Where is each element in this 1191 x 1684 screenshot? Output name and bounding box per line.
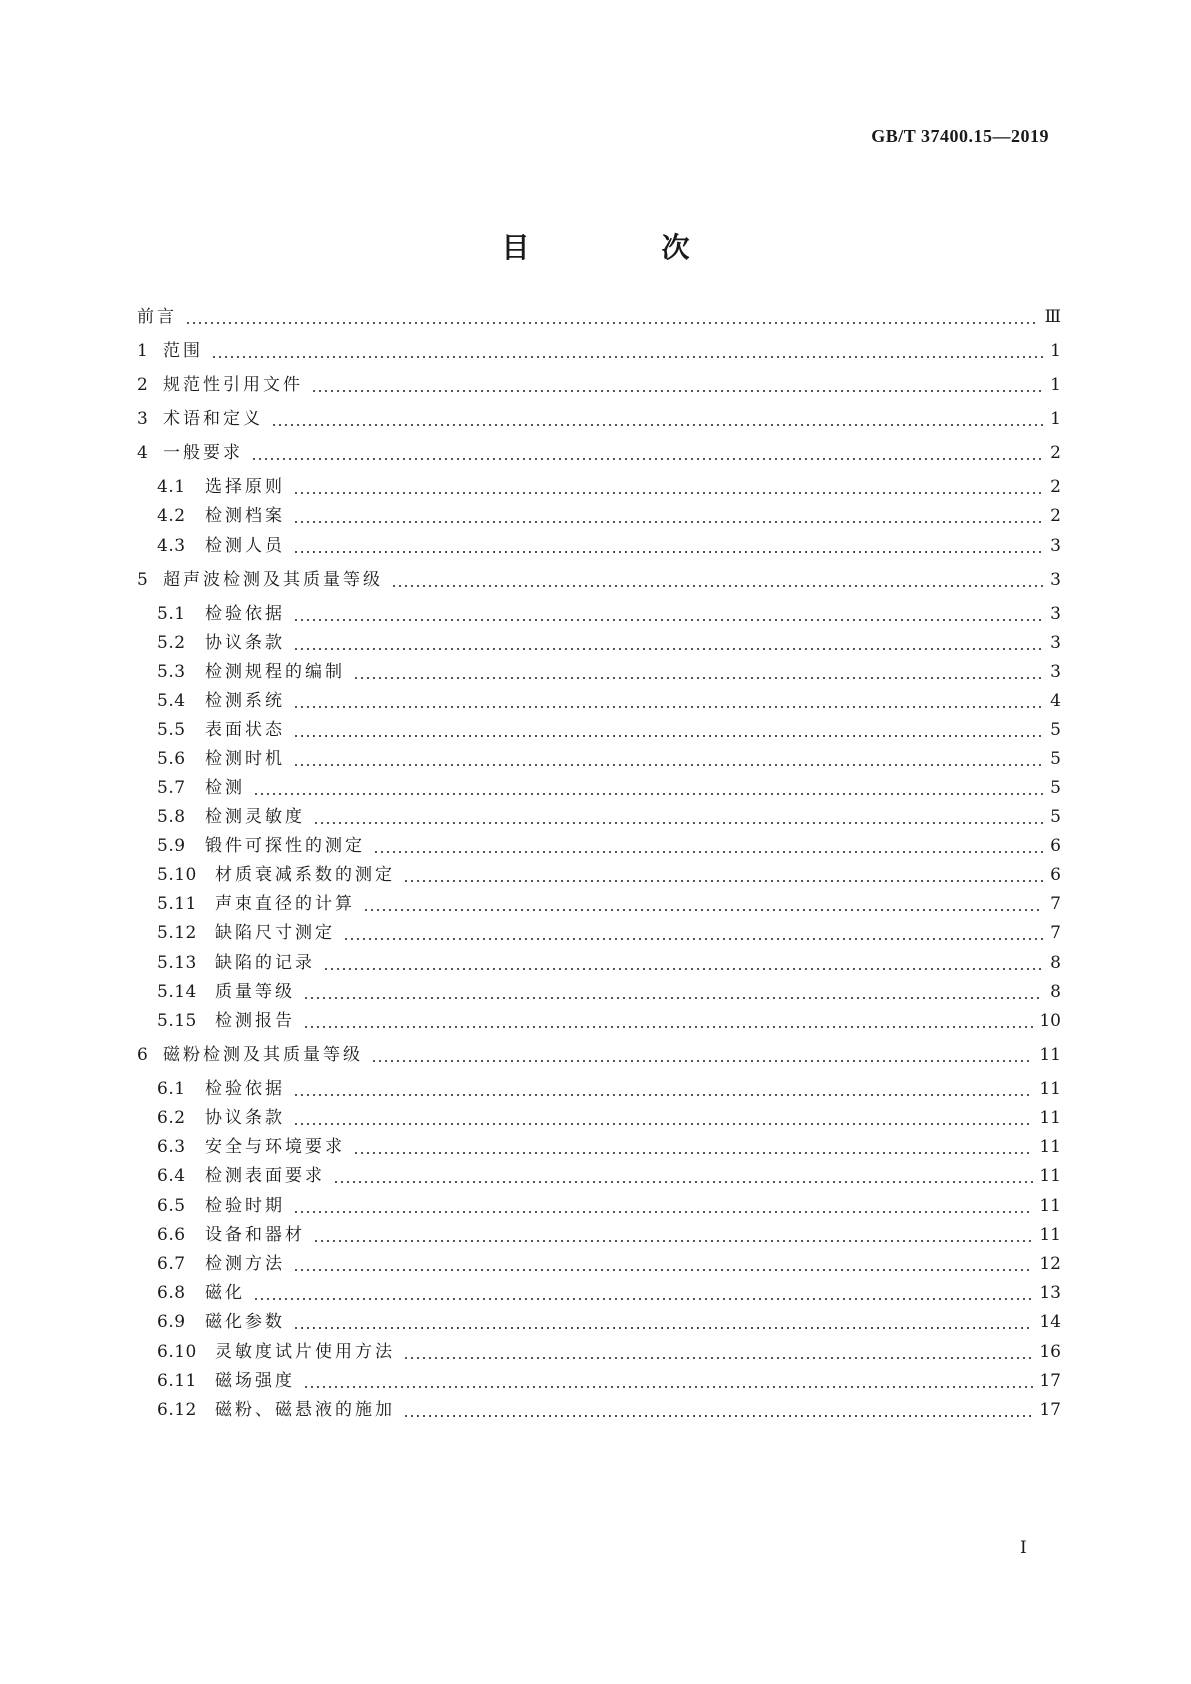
toc-entry-number: 6.10 (157, 1342, 197, 1362)
dot-leader (253, 793, 1043, 795)
dot-leader (353, 677, 1043, 679)
toc-entry-label: 磁粉、磁悬液的施加 (215, 1400, 395, 1420)
dot-leader (293, 1094, 1033, 1096)
dot-leader (293, 551, 1043, 553)
toc-entry-number: 5.2 (157, 633, 186, 653)
toc-entry[interactable] (157, 688, 1061, 712)
dot-leader (293, 1327, 1033, 1329)
toc-entry[interactable] (157, 1076, 1061, 1100)
toc-entry[interactable] (157, 775, 1061, 799)
toc-entry[interactable] (137, 338, 1061, 362)
toc-entry[interactable] (137, 1042, 1061, 1066)
toc-entry[interactable] (157, 920, 1061, 944)
toc-entry-label: 质量等级 (215, 982, 295, 1002)
toc-entry[interactable] (157, 1105, 1061, 1129)
toc-entry-label: 一般要求 (163, 443, 243, 463)
toc-entry[interactable] (157, 833, 1061, 857)
toc-entry-page: 1 (1050, 409, 1061, 429)
toc-entry-number: 3 (137, 409, 149, 429)
toc-entry-label: 规范性引用文件 (163, 375, 303, 395)
toc-entry-page: 1 (1050, 341, 1061, 361)
toc-entry[interactable] (157, 533, 1061, 557)
toc-entry[interactable] (137, 406, 1061, 430)
toc-entry-page: 7 (1050, 894, 1061, 914)
toc-entry-number: 5.13 (157, 953, 197, 973)
dot-leader (293, 1211, 1033, 1213)
toc-entry-number: 5.4 (157, 691, 186, 711)
toc-entry-page: 5 (1050, 807, 1061, 827)
toc-entry-label: 术语和定义 (163, 409, 263, 429)
dot-leader (403, 1415, 1033, 1417)
toc-entry[interactable] (157, 1163, 1061, 1187)
toc-entry-page: 11 (1039, 1166, 1061, 1186)
toc-entry-page: 2 (1050, 477, 1061, 497)
toc-entry-number: 5.7 (157, 778, 186, 798)
toc-entry[interactable] (137, 567, 1061, 591)
toc-entry-label: 缺陷的记录 (215, 953, 315, 973)
toc-entry-page: 6 (1050, 865, 1061, 885)
toc-entry[interactable] (157, 1222, 1061, 1246)
toc-entry[interactable] (157, 1251, 1061, 1275)
dot-leader (253, 1298, 1033, 1300)
toc-entry-label: 检验依据 (205, 604, 285, 624)
toc-entry[interactable] (157, 1134, 1061, 1158)
toc-entry-number: 5 (137, 570, 149, 590)
toc-entry-label: 检验时期 (205, 1196, 285, 1216)
toc-entry[interactable] (137, 304, 1061, 328)
toc-entry-page: 2 (1050, 506, 1061, 526)
toc-entry-label: 磁化 (205, 1283, 245, 1303)
toc-entry-page: 11 (1039, 1079, 1061, 1099)
toc-entry[interactable] (157, 717, 1061, 741)
dot-leader (185, 322, 1039, 324)
toc-entry-page: 17 (1039, 1400, 1061, 1420)
toc-entry-label: 协议条款 (205, 1108, 285, 1128)
toc-entry-number: 6.9 (157, 1312, 186, 1332)
toc-entry[interactable] (137, 372, 1061, 396)
toc-entry-number: 6.8 (157, 1283, 186, 1303)
dot-leader (403, 880, 1043, 882)
toc-entry-number: 6.3 (157, 1137, 186, 1157)
dot-leader (313, 822, 1043, 824)
toc-entry-number: 1 (137, 341, 149, 361)
toc-entry-number: 6.4 (157, 1166, 186, 1186)
toc-entry[interactable] (157, 1193, 1061, 1217)
toc-entry-label: 检测时机 (205, 749, 285, 769)
toc-entry-label: 检测规程的编制 (205, 662, 345, 682)
toc-entry-label: 磁粉检测及其质量等级 (163, 1045, 363, 1065)
toc-entry-label: 安全与环境要求 (205, 1137, 345, 1157)
toc-entry[interactable] (157, 1280, 1061, 1304)
toc-entry-label: 缺陷尺寸测定 (215, 923, 335, 943)
toc-entry-number: 5.14 (157, 982, 197, 1002)
toc-entry-number: 6.12 (157, 1400, 197, 1420)
toc-entry-number: 5.3 (157, 662, 186, 682)
dot-leader (323, 968, 1043, 970)
toc-entry-label: 检验依据 (205, 1079, 285, 1099)
dot-leader (293, 492, 1043, 494)
toc-entry[interactable] (157, 503, 1061, 527)
dot-leader (371, 1060, 1033, 1062)
toc-entry[interactable] (157, 862, 1061, 886)
toc-entry-label: 检测报告 (215, 1011, 295, 1031)
toc-entry-page: 7 (1050, 923, 1061, 943)
toc-entry-page: 17 (1039, 1371, 1061, 1391)
toc-entry-label: 前言 (137, 307, 177, 327)
toc-entry-number: 5.8 (157, 807, 186, 827)
dot-leader (353, 1152, 1033, 1154)
toc-entry-number: 6.11 (157, 1371, 197, 1391)
toc-entry[interactable] (157, 1309, 1061, 1333)
toc-entry-number: 4 (137, 443, 149, 463)
dot-leader (293, 521, 1043, 523)
dot-leader (333, 1181, 1033, 1183)
toc-entry-page: Ⅲ (1044, 307, 1061, 327)
toc-entry-number: 6 (137, 1045, 149, 1065)
toc-entry-label: 磁化参数 (205, 1312, 285, 1332)
toc-entry[interactable] (157, 746, 1061, 770)
toc-entry-page: 8 (1050, 982, 1061, 1002)
dot-leader (303, 997, 1043, 999)
toc-entry-label: 设备和器材 (205, 1225, 305, 1245)
toc-entry-page: 16 (1039, 1342, 1061, 1362)
toc-entry-page: 6 (1050, 836, 1061, 856)
dot-leader (293, 735, 1043, 737)
toc-entry-label: 选择原则 (205, 477, 285, 497)
toc-entry-number: 4.3 (157, 536, 186, 556)
toc-entry-number: 6.2 (157, 1108, 186, 1128)
toc-entry-number: 5.6 (157, 749, 186, 769)
dot-leader (373, 851, 1043, 853)
toc-entry-number: 2 (137, 375, 149, 395)
dot-leader (293, 1269, 1033, 1271)
toc-entry-label: 检测表面要求 (205, 1166, 325, 1186)
toc-entry-number: 5.1 (157, 604, 186, 624)
toc-entry-page: 11 (1039, 1225, 1061, 1245)
toc-entry-number: 6.6 (157, 1225, 186, 1245)
toc-entry-label: 材质衰减系数的测定 (215, 865, 395, 885)
toc-entry-page: 4 (1050, 691, 1061, 711)
dot-leader (391, 585, 1043, 587)
toc-entry-page: 12 (1039, 1254, 1061, 1274)
dot-leader (293, 1123, 1033, 1125)
toc-entry-page: 10 (1039, 1011, 1061, 1031)
toc-entry[interactable] (157, 1368, 1061, 1392)
toc-entry-number: 4.2 (157, 506, 186, 526)
toc-entry-label: 检测档案 (205, 506, 285, 526)
toc-entry[interactable] (157, 950, 1061, 974)
toc-entry-number: 6.7 (157, 1254, 186, 1274)
toc-entry-page: 3 (1050, 570, 1061, 590)
toc-entry[interactable] (157, 1397, 1061, 1421)
toc-entry-label: 表面状态 (205, 720, 285, 740)
toc-entry-page: 8 (1050, 953, 1061, 973)
toc-entry-page: 11 (1039, 1196, 1061, 1216)
toc-entry[interactable] (157, 1339, 1061, 1363)
toc-entry-label: 灵敏度试片使用方法 (215, 1342, 395, 1362)
toc-entry-number: 5.11 (157, 894, 197, 914)
toc-entry[interactable] (137, 440, 1061, 464)
toc-entry[interactable] (157, 601, 1061, 625)
toc-entry-page: 3 (1050, 633, 1061, 653)
toc-entry-page: 5 (1050, 778, 1061, 798)
dot-leader (303, 1026, 1033, 1028)
dot-leader (211, 356, 1043, 358)
toc-entry-page: 3 (1050, 604, 1061, 624)
toc-entry-page: 11 (1039, 1045, 1061, 1065)
toc-entry-number: 6.5 (157, 1196, 186, 1216)
toc-entry-label: 检测灵敏度 (205, 807, 305, 827)
toc-entry-label: 协议条款 (205, 633, 285, 653)
toc-entry[interactable] (157, 979, 1061, 1003)
toc-entry-page: 14 (1039, 1312, 1061, 1332)
dot-leader (251, 458, 1043, 460)
toc-entry-number: 6.1 (157, 1079, 186, 1099)
toc-entry-label: 锻件可探性的测定 (205, 836, 365, 856)
toc-entry-page: 13 (1039, 1283, 1061, 1303)
dot-leader (363, 909, 1043, 911)
dot-leader (403, 1357, 1033, 1359)
toc-entry-number: 5.10 (157, 865, 197, 885)
toc-entry-label: 检测方法 (205, 1254, 285, 1274)
dot-leader (293, 764, 1043, 766)
toc-entry-number: 5.9 (157, 836, 186, 856)
page-number: I (1020, 1538, 1027, 1558)
toc-entry-label: 声束直径的计算 (215, 894, 355, 914)
dot-leader (311, 390, 1043, 392)
toc-entry-page: 5 (1050, 720, 1061, 740)
dot-leader (303, 1386, 1033, 1388)
toc-entry[interactable] (157, 630, 1061, 654)
dot-leader (293, 648, 1043, 650)
toc-entry-number: 5.15 (157, 1011, 197, 1031)
toc-entry-number: 5.12 (157, 923, 197, 943)
toc-entry-page: 11 (1039, 1137, 1061, 1157)
toc-entry-page: 2 (1050, 443, 1061, 463)
dot-leader (271, 424, 1043, 426)
toc-entry[interactable] (157, 1008, 1061, 1032)
toc-entry-number: 4.1 (157, 477, 186, 497)
toc-entry-page: 5 (1050, 749, 1061, 769)
toc-entry[interactable] (157, 474, 1061, 498)
page-title: 目 次 (501, 231, 742, 264)
toc-entry-label: 磁场强度 (215, 1371, 295, 1391)
dot-leader (293, 706, 1043, 708)
toc-entry-label: 检测人员 (205, 536, 285, 556)
toc-entry-number: 5.5 (157, 720, 186, 740)
toc-entry-page: 3 (1050, 662, 1061, 682)
toc-entry[interactable] (157, 804, 1061, 828)
dot-leader (313, 1240, 1033, 1242)
toc-entry[interactable] (157, 891, 1061, 915)
dot-leader (343, 938, 1043, 940)
toc-entry-page: 11 (1039, 1108, 1061, 1128)
toc-entry-page: 1 (1050, 375, 1061, 395)
toc-entry[interactable] (157, 659, 1061, 683)
toc-entry-label: 检测 (205, 778, 245, 798)
toc-entry-label: 超声波检测及其质量等级 (163, 570, 383, 590)
toc-entry-label: 检测系统 (205, 691, 285, 711)
toc-entry-label: 范围 (163, 341, 203, 361)
toc-entry-page: 3 (1050, 536, 1061, 556)
dot-leader (293, 619, 1043, 621)
standard-code: GB/T 37400.15—2019 (871, 126, 1049, 146)
